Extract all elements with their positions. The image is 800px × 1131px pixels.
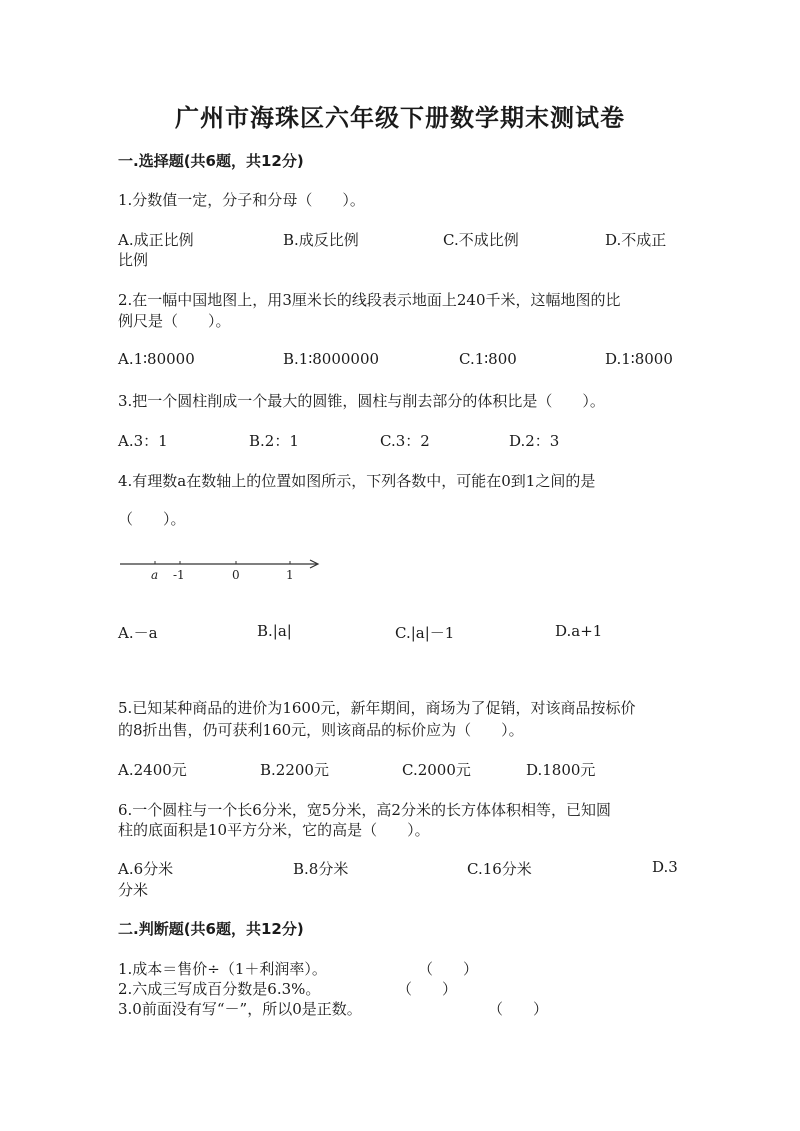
q2-option-a[interactable]: A.1∶80000 xyxy=(118,350,195,368)
question-3: 3.把一个圆柱削成一个最大的圆锥，圆柱与削去部分的体积比是（ ）。 xyxy=(118,392,605,410)
q6-option-d-continued: 分米 xyxy=(118,881,149,899)
judgment-3-blank[interactable]: （ ） xyxy=(488,1000,549,1018)
q5-option-d[interactable]: D.1800元 xyxy=(526,761,596,779)
q1-option-d[interactable]: D.不成正 xyxy=(605,231,667,249)
q1-option-b[interactable]: B.成反比例 xyxy=(283,231,359,249)
q5-option-c[interactable]: C.2000元 xyxy=(402,761,471,779)
question-5-line2: 的8折出售，仍可获利160元，则该商品的标价应为（ ）。 xyxy=(118,721,524,739)
label-0: 0 xyxy=(232,568,240,582)
label-a: a xyxy=(151,568,159,582)
number-line-figure xyxy=(110,548,330,588)
q2-option-b[interactable]: B.1∶8000000 xyxy=(283,350,380,368)
q5-option-a[interactable]: A.2400元 xyxy=(118,761,187,779)
q4-option-d[interactable]: D.a+1 xyxy=(555,622,603,640)
q4-option-a[interactable]: A.－a xyxy=(118,624,158,642)
question-1: 1.分数值一定，分子和分母（ ）。 xyxy=(118,191,365,209)
q5-option-b[interactable]: B.2200元 xyxy=(260,761,329,779)
page-title: 广州市海珠区六年级下册数学期末测试卷 xyxy=(175,103,625,132)
q4-option-c[interactable]: C.|a|－1 xyxy=(395,624,455,642)
judgment-2: 2.六成三写成百分数是6.3%。 xyxy=(118,980,321,998)
section-heading-choice: 一.选择题(共6题，共12分) xyxy=(118,152,304,170)
q4-option-b[interactable]: B.|a| xyxy=(257,622,292,640)
q6-option-c[interactable]: C.16分米 xyxy=(467,860,532,878)
q2-option-d[interactable]: D.1∶8000 xyxy=(605,350,673,368)
q6-option-a[interactable]: A.6分米 xyxy=(118,860,174,878)
judgment-2-blank[interactable]: （ ） xyxy=(397,980,458,998)
judgment-3: 3.0前面没有写“－”，所以0是正数。 xyxy=(118,1000,362,1018)
section-heading-judgment: 二.判断题(共6题，共12分) xyxy=(118,920,304,938)
q1-option-c[interactable]: C.不成比例 xyxy=(443,231,519,249)
q3-option-a[interactable]: A.3：1 xyxy=(118,432,168,450)
q1-option-d-continued: 比例 xyxy=(118,251,149,269)
question-2-line2: 例尺是（ ）。 xyxy=(118,312,231,330)
judgment-1-blank[interactable]: （ ） xyxy=(418,960,479,978)
label-1: 1 xyxy=(286,568,294,582)
question-5-line1: 5.已知某种商品的进价为1600元，新年期间，商场为了促销，对该商品按标价 xyxy=(118,699,636,717)
label-minus-1: -1 xyxy=(173,568,185,582)
q3-option-c[interactable]: C.3：2 xyxy=(380,432,430,450)
question-2-line1: 2.在一幅中国地图上，用3厘米长的线段表示地面上240千米，这幅地图的比 xyxy=(118,291,621,309)
question-4-line1: 4.有理数a在数轴上的位置如图所示，下列各数中，可能在0到1之间的是 xyxy=(118,472,596,490)
q2-option-c[interactable]: C.1∶800 xyxy=(459,350,517,368)
q3-option-b[interactable]: B.2：1 xyxy=(249,432,299,450)
q6-option-d[interactable]: D.3 xyxy=(652,858,678,876)
question-6-line1: 6.一个圆柱与一个长6分米，宽5分米，高2分米的长方体体积相等，已知圆 xyxy=(118,801,611,819)
judgment-1: 1.成本＝售价÷（1＋利润率）。 xyxy=(118,960,327,978)
question-4-line2: （ ）。 xyxy=(118,510,186,528)
q3-option-d[interactable]: D.2：3 xyxy=(509,432,560,450)
q6-option-b[interactable]: B.8分米 xyxy=(293,860,349,878)
question-6-line2: 柱的底面积是10平方分米，它的高是（ ）。 xyxy=(118,821,430,839)
q1-option-a[interactable]: A.成正比例 xyxy=(118,231,194,249)
